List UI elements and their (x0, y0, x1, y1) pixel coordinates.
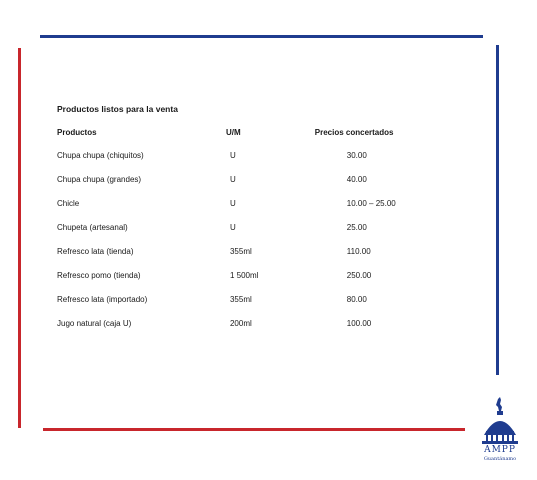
cell-product: Chupa chupa (grandes) (57, 174, 142, 184)
table-row (57, 239, 477, 263)
cell-price: 250.00 (346, 270, 372, 280)
header-product: Productos (57, 127, 97, 137)
cell-price: 110.00 (346, 246, 371, 256)
table-header-row (57, 121, 477, 143)
table-row (57, 215, 477, 239)
ampp-logo (474, 395, 526, 467)
frame-bottom-line (43, 428, 465, 431)
document-title: Productos listos para la venta (57, 104, 178, 114)
cell-product: Refresco lata (tienda) (57, 246, 134, 256)
table-row (57, 143, 477, 167)
cell-product: Jugo natural (caja U) (57, 318, 132, 328)
cell-price: 30.00 (346, 150, 367, 160)
table-row (57, 167, 477, 191)
cell-unit: 1 500ml (229, 270, 259, 280)
frame-right-line (496, 45, 499, 375)
table-row (57, 287, 477, 311)
logo-subtitle: Guantánamo (483, 456, 517, 462)
cell-unit: U (229, 222, 236, 232)
price-table (57, 121, 477, 335)
cell-price: 10.00 – 25.00 (346, 198, 396, 208)
cell-unit: U (229, 198, 236, 208)
cell-unit: U (229, 150, 236, 160)
cell-unit: U (229, 174, 236, 184)
table-row (57, 191, 477, 215)
cell-price: 100.00 (346, 318, 372, 328)
monument-logo-icon (474, 395, 526, 447)
cell-product: Refresco lata (importado) (57, 294, 148, 304)
logo-letters: AMPP (484, 445, 516, 455)
cell-product: Chupa chupa (chiquitos) (57, 150, 144, 160)
header-price: Precios concertados (314, 127, 394, 137)
cell-unit: 355ml (229, 294, 252, 304)
frame-top-line (40, 35, 483, 38)
header-unit: U/M (225, 127, 241, 137)
cell-unit: 200ml (229, 318, 252, 328)
cell-price: 25.00 (346, 222, 367, 232)
cell-product: Chupeta (artesanal) (57, 222, 128, 232)
frame-left-line (18, 48, 21, 428)
cell-product: Chicle (57, 198, 80, 208)
table-row (57, 263, 477, 287)
cell-price: 40.00 (346, 174, 367, 184)
cell-unit: 355ml (229, 246, 252, 256)
table-row (57, 311, 477, 335)
cell-product: Refresco pomo (tienda) (57, 270, 141, 280)
cell-price: 80.00 (346, 294, 367, 304)
